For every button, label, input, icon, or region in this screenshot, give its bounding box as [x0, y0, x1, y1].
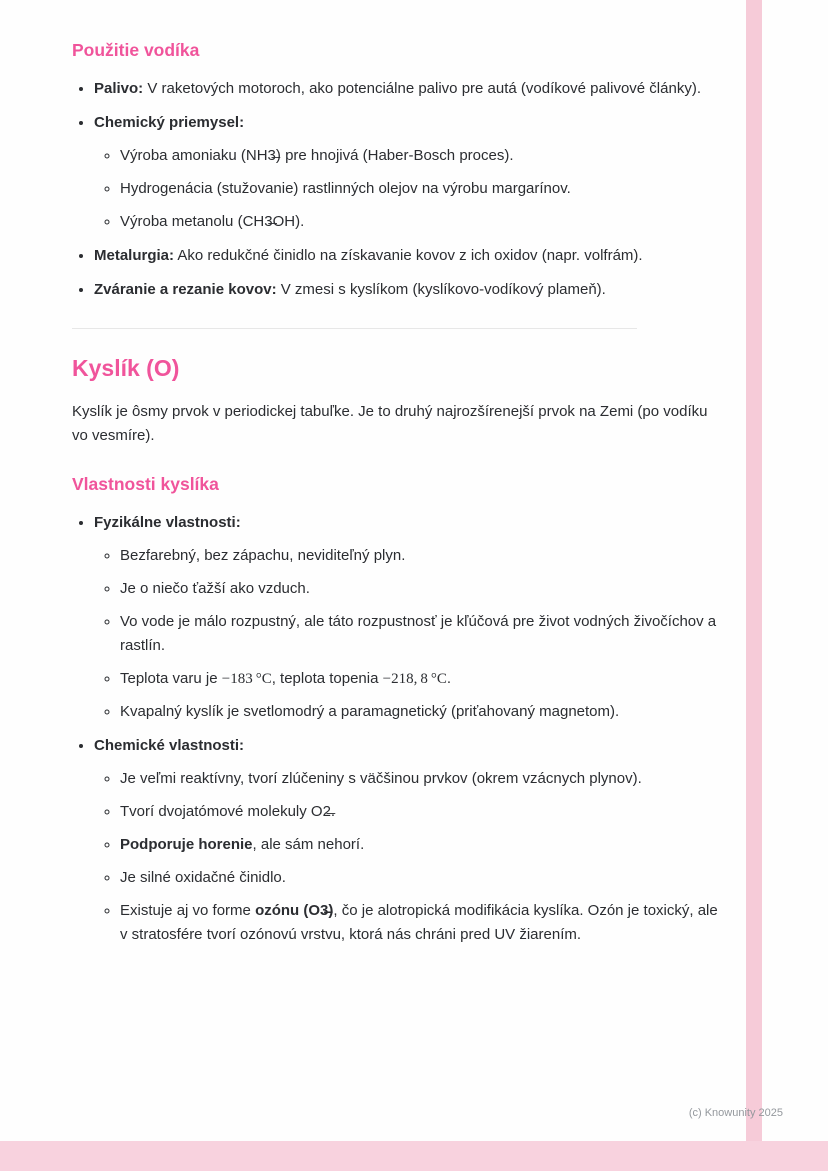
- list-item-text: Teplota varu je: [120, 670, 222, 687]
- list-item-text: Existuje aj vo forme: [120, 902, 256, 919]
- temperature-value: −218, 8 °C: [382, 671, 447, 687]
- section-heading-oxygen: Kyslík (O): [72, 355, 180, 381]
- list-item: [120, 144, 724, 168]
- list-item: [120, 544, 724, 568]
- physical-properties-sublist: [94, 544, 724, 724]
- list-item: [120, 899, 724, 947]
- list-item: [120, 866, 724, 890]
- chemical-industry-sublist: [94, 144, 724, 234]
- list-item-text: V zmesi s kyslíkom (kyslíkovo-vodíkový plameň).: [276, 281, 606, 298]
- list-item: [120, 210, 724, 234]
- list-item-text: Bezfarebný, bez zápachu, neviditeľný plyn.: [120, 547, 406, 564]
- list-item-text: Kvapalný kyslík je svetlomodrý a paramagnetický (priťahovaný magnetom).: [120, 703, 620, 720]
- list-item-lead: Chemické vlastnosti:: [94, 737, 245, 754]
- list-item-text: Je o niečo ťažší ako vzduch.: [120, 580, 310, 597]
- list-item-text: .: [446, 670, 452, 687]
- list-item-text: Hydrogenácia (stužovanie) rastlinných olejov na výrobu margarínov.: [120, 180, 571, 197]
- list-item: [94, 734, 724, 947]
- chemical-properties-sublist: [94, 767, 724, 947]
- list-item-text: Je silné oxidačné činidlo.: [120, 869, 286, 886]
- list-item: [120, 700, 724, 724]
- list-item-text: Je veľmi reaktívny, tvorí zlúčeniny s väčšinou prvkov (okrem vzácnych plynov).: [120, 770, 642, 787]
- list-item-text: Výroba metanolu (CH3̶OH).: [120, 213, 305, 230]
- list-item-bold-phrase: ozónu (O3̶): [255, 902, 334, 919]
- list-item-text: , čo je alotropická modifikácia kyslíka. Ozón je toxický, ale v stratosfére tvorí ozónovú vrstvu, ktorá nás chráni pred UV žiarením.: [120, 902, 718, 943]
- list-item-lead: Metalurgia:: [94, 247, 175, 264]
- list-item-lead: Fyzikálne vlastnosti:: [94, 514, 241, 531]
- temperature-value: −183 °C: [221, 671, 272, 687]
- list-item-lead: Chemický priemysel:: [94, 114, 245, 131]
- list-item-text: Výroba amoniaku (NH3̶) pre hnojivá (Haber-Bosch proces).: [120, 147, 514, 164]
- list-item: [120, 800, 724, 824]
- list-item: [94, 511, 724, 724]
- list-item: [120, 833, 724, 857]
- hydrogen-uses-list: [72, 77, 724, 302]
- list-item-text: , teplota topenia: [271, 670, 383, 687]
- list-item: [94, 278, 724, 302]
- list-item-lead: Palivo:: [94, 80, 144, 97]
- list-item: [120, 610, 724, 658]
- section-heading-hydrogen-uses: Použitie vodíka: [72, 40, 200, 60]
- bottom-accent-bar: [0, 1141, 828, 1171]
- right-accent-stripe: [746, 0, 762, 1171]
- section-heading-oxygen-properties: Vlastnosti kyslíka: [72, 474, 219, 494]
- list-item: [94, 244, 724, 268]
- list-item-text: V raketových motoroch, ako potenciálne palivo pre autá (vodíkové palivové články).: [143, 80, 701, 97]
- list-item: [120, 667, 724, 691]
- list-item: [94, 77, 724, 101]
- list-item: [120, 577, 724, 601]
- list-item: [94, 111, 724, 234]
- document-content: [72, 40, 724, 957]
- oxygen-intro-paragraph: Kyslík je ôsmy prvok v periodickej tabuľke. Je to druhý najrozšírenejší prvok na Zemi (po vodíku vo vesmíre).: [72, 403, 708, 444]
- section-divider: [72, 328, 637, 329]
- list-item-text: Vo vode je málo rozpustný, ale táto rozpustnosť je kľúčová pre život vodných živočíchov a rastlín.: [120, 613, 717, 654]
- copyright-footer: (c) Knowunity 2025: [688, 1107, 783, 1119]
- list-item-text: Ako redukčné činidlo na získavanie kovov z ich oxidov (napr. volfrám).: [174, 247, 643, 264]
- list-item-text: , ale sám nehorí.: [252, 836, 365, 853]
- oxygen-properties-list: [72, 511, 724, 947]
- list-item: [120, 767, 724, 791]
- list-item: [120, 177, 724, 201]
- list-item-lead: Podporuje horenie: [120, 836, 253, 853]
- list-item-text: Tvorí dvojatómové molekuly O2̶.: [120, 803, 336, 820]
- list-item-lead: Zváranie a rezanie kovov:: [94, 281, 277, 298]
